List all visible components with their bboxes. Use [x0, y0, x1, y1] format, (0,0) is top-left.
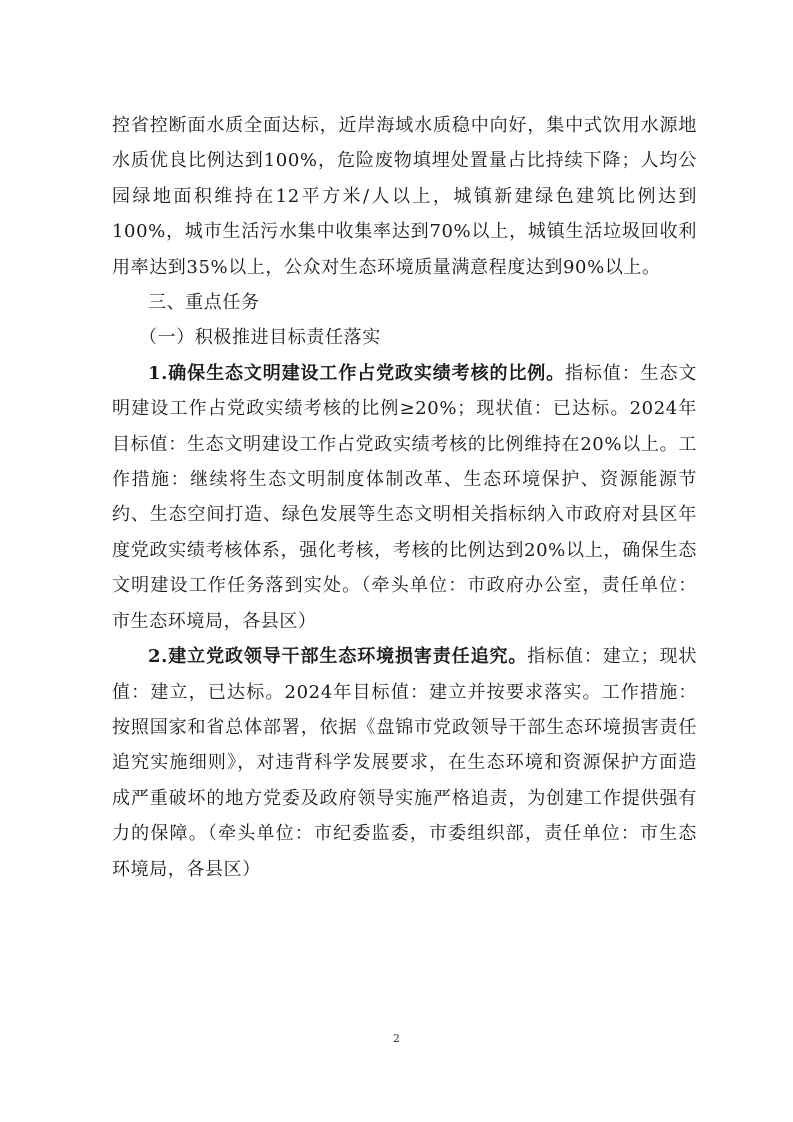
task-item-1-body: 指标值：生态文明建设工作占党政实绩考核的比例≥20%；现状值：已达标。2024年目标值：生态文明建设工作占党政实绩考核的比例维持在20%以上。工作措施：继续将生态文明制度体制改革、生态环境保护、资源能源节约、生态空间打造、绿色发展等生态文明相关指标纳入市政府对县区年度党政实绩考核体系，强化考核，考核的比例达到20%以上，确保生态文明建设工作任务落到实处。（牵头单位：市政府办公室，责任单位：市生态环境局，各县区） [112, 362, 698, 632]
page-number: 2 [393, 1032, 400, 1045]
intro-paragraph: 控省控断面水质全面达标，近岸海域水质稳中向好，集中式饮用水源地水质优良比例达到100%，危险废物填埋处置量占比持续下降；人均公园绿地面积维持在12平方米/人以上，城镇新建绿色建筑比例达到100%，城市生活污水集中收集率达到70%以上，城镇生活垃圾回收利用率达到35%以上，公众对生态环境质量满意程度达到90%以上。 [112, 115, 697, 278]
task-item-1 [112, 356, 697, 639]
section-heading: 三、重点任务 [148, 292, 260, 314]
task-item-2-body: 指标值：建立；现状值：建立，已达标。2024年目标值：建立并按要求落实。工作措施：按照国家和省总体部署，依据《盘锦市党政领导干部生态环境损害责任追究实施细则》，对违背科学发展要求，在生态环境和资源保护方面造成严重破坏的地方党委及政府领导实施严格追责，为创建工作提供强有力的保障。（牵头单位：市纪委监委，市委组织部，责任单位：市生态环境局，各县区） [112, 646, 697, 880]
task-item-1-title: 1.确保生态文明建设工作占党政实绩考核的比例。 [148, 362, 566, 384]
task-item-2 [112, 639, 697, 887]
document-body [112, 108, 697, 887]
task-item-2-title: 2.建立党政领导干部生态环境损害责任追究。 [148, 646, 528, 668]
subsection-heading: （一）积极推进目标责任落实 [139, 327, 381, 349]
